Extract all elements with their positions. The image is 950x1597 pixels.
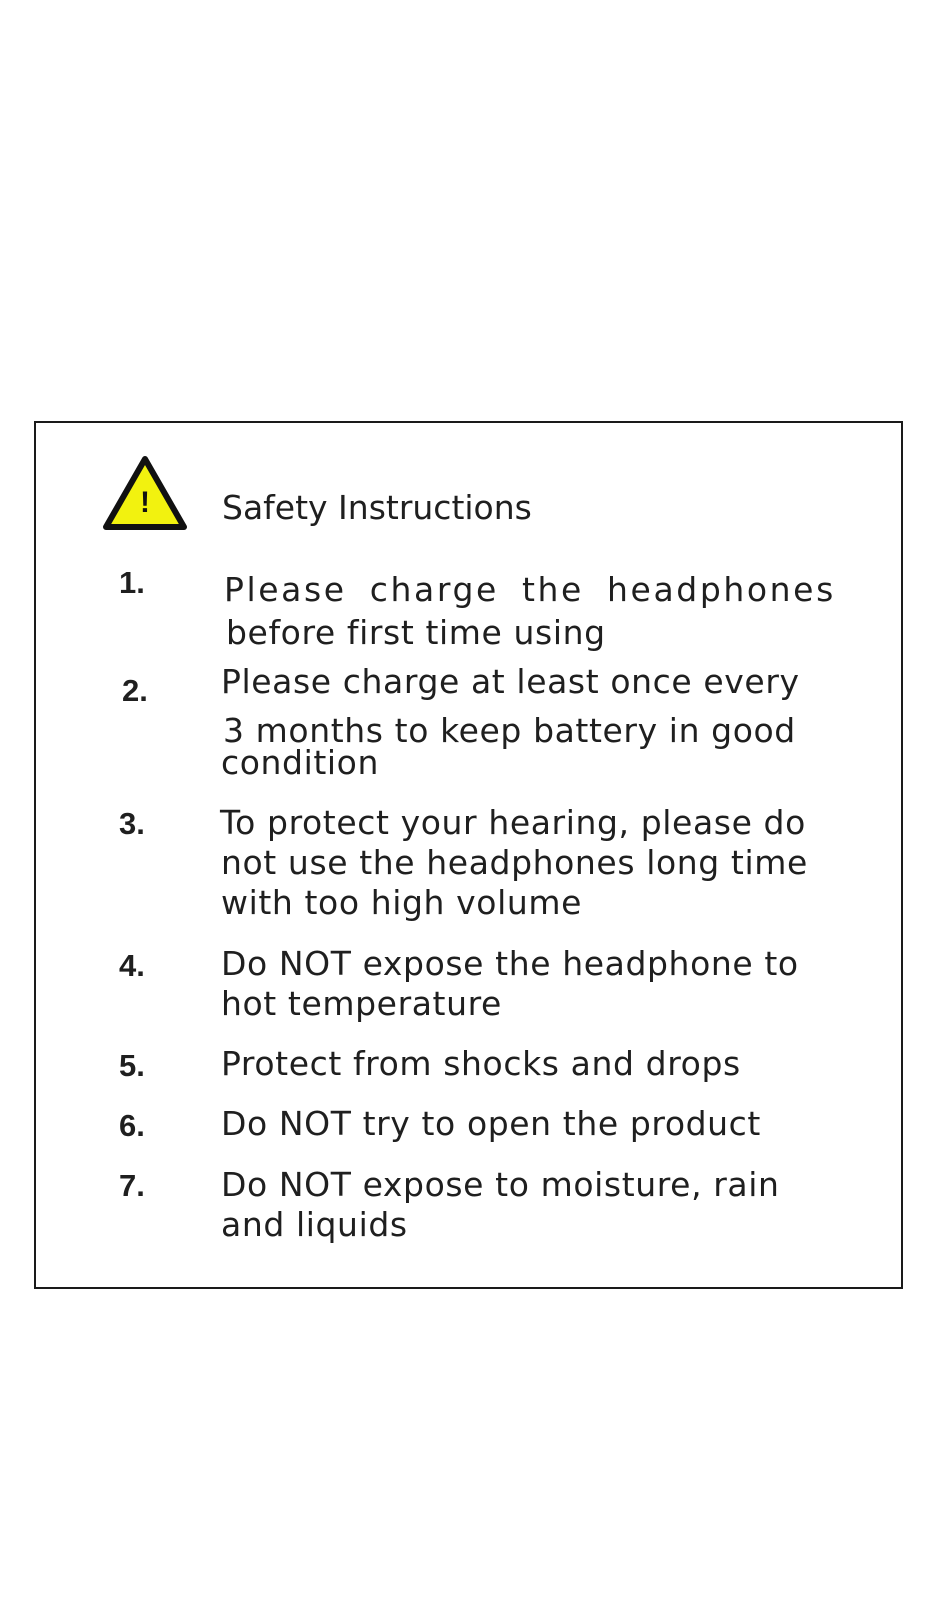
page-title: Safety Instructions bbox=[222, 488, 532, 527]
item-text-line: To protect your hearing, please do bbox=[220, 803, 806, 842]
item-text-line: Do NOT try to open the product bbox=[221, 1104, 761, 1143]
item-number: 7. bbox=[119, 1168, 145, 1203]
item-text-line: Protect from shocks and drops bbox=[221, 1044, 741, 1083]
item-text-line: hot temperature bbox=[221, 984, 502, 1023]
item-number: 5. bbox=[119, 1048, 145, 1083]
item-number: 4. bbox=[119, 948, 145, 983]
item-text-line: Do NOT expose to moisture, rain bbox=[221, 1165, 780, 1204]
item-text-line: Please charge the headphones bbox=[224, 570, 836, 609]
item-text-line: with too high volume bbox=[221, 883, 582, 922]
warning-triangle-icon bbox=[102, 454, 188, 532]
item-text-line: and liquids bbox=[221, 1205, 408, 1244]
warning-exclamation: ! bbox=[140, 486, 150, 519]
item-number: 2. bbox=[122, 673, 148, 708]
item-text-line: Do NOT expose the headphone to bbox=[221, 944, 799, 983]
item-number: 3. bbox=[119, 806, 145, 841]
item-text-line: 3 months to keep battery in good bbox=[223, 711, 796, 750]
item-text-line: before first time using bbox=[226, 613, 606, 652]
item-text-line: not use the headphones long time bbox=[221, 843, 808, 882]
item-number: 6. bbox=[119, 1108, 145, 1143]
item-number: 1. bbox=[119, 565, 145, 600]
item-text-line: condition bbox=[221, 743, 379, 782]
item-text-line: Please charge at least once every bbox=[221, 662, 800, 701]
